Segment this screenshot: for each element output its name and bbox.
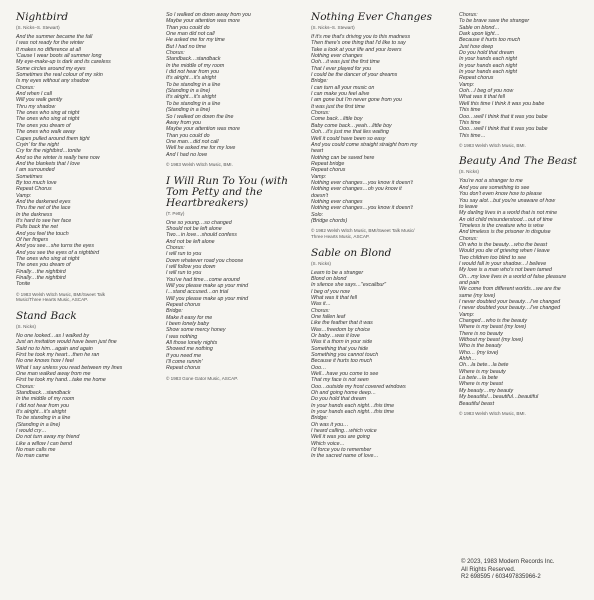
footer-line-catalog: R2 698595 / 603497835966-2 [461, 574, 541, 581]
column-4 [459, 12, 594, 424]
song-nightbird [16, 12, 154, 303]
song-credit: (S. Nicks–S. Stewart) [16, 25, 60, 30]
song-lyrics: You're not a stranger to me And you are something to see You don't even know how to please You say alot…but you're unaware of how to leave My darling lives in a world that is not mine An old child misunderstood…out of time Timeless is the creature who is wise And timeless is the prisoner in disguise Chorus: Oh who is the beauty…who the beast Would you die of grieving when I leave Two children too blind to see I would fall in your shadow…I believe My love is a man who's not been tamed Oh…my love lives in a world of false pleasure and pain We come from different worlds…we are the same (my love) I never doubted your beauty…I've changed I never doubted your beauty…I've changed Vamp: Changed…who is the beauty Where is my beast (my love) There is no beauty Without my beast (my love) Who is the beauty Who… (my love) Ahhh… Oh…la bete…la bete Where is my beauty La bete…la bete Where is my beast My beauty…my beauty My beautiful…beautiful…beautiful Beautiful beast [459, 178, 567, 407]
song-sable-on-blond [311, 248, 449, 460]
column-2 [166, 12, 304, 389]
song-credit: (S. Nicks) [459, 169, 479, 175]
song-title: Nightbird [16, 11, 69, 23]
song-copyright: © 1983 Welsh Witch Music, BMI. [459, 142, 526, 148]
column-3 [311, 12, 449, 468]
footer-line-copyright: © 2023, 1983 Modern Records Inc. [461, 559, 555, 565]
song-copyright: © 1983 Welsh Witch Music, BMI. [166, 161, 233, 167]
song-credit: (S. Nicks) [311, 260, 331, 266]
song-nothing-ever-changes [311, 12, 449, 240]
song-lyrics: Chorus: To be brave save the stranger Sable on blond… Dark upon light… Because it hurts too much Just how deep Do you hold that dream In your hands each night In your hands each night In your hands each night Repeat chorus Vamp: Ooh…I beg of you now What was it that fell Well this time I think it was you babe This time Ooo…well I think that it was you babe This time Ooo…well I think that it was you babe This time… [459, 12, 548, 139]
song-title: Beauty And The Beast [459, 155, 577, 168]
song-beauty-and-the-beast [459, 156, 594, 416]
label-copyright-footer [461, 559, 554, 582]
song-copyright: © 1983 Gone Gator Music, ASCAP. [166, 375, 238, 381]
song-lyrics: No one looked…as I walked by Just an invitation would have been just fine Said no to him…again and again First he took my heart…then he ran No one knows how I feel What I say unless you read between my lines One man walked away from me First he took my hand…take me home Chorus: Standback…standback In the middle of my room I did not hear from you It's alright…it's alright To be standing in a line (Standing in a line) I would cry… Do not turn away my friend Like a willow I can bend No man calls me No man came [16, 332, 123, 460]
song-stand-back-continued [166, 12, 304, 168]
song-title: Stand Back [16, 309, 77, 322]
song-lyrics: One so young…so changed Should not be left alone Two…in love…should confess And not be left alone Chorus: I will run to you Down whatever road you choose I will follow you down I will run to you You've had time…come around Will you please make up your mind I…stand accused…on trial Will you please make up your mind Repeat chorus Bridge: Make it easy for me I been lonely baby Show some mercy honey I was nothing All those lonely nights Showed me nothing If you need me I'll come runnin' Repeat chorus [166, 219, 249, 372]
song-lyrics: And the summer became the fall I was not ready for the winter It makes no difference at all 'Cause I wear boots all summer long My eye-make-up is dark and its careless Some circles around my eyes Sometimes the real colour of my skin Is my eyes without any shadow Chorus: And when I call Will you walk gently Thru my shadow The ones who sing at night The ones who sing at night The ones you dream of The ones who walk away Capes pulled around them tight Cryin' for the night Cry for the nightbird…tonite And so the winter is really here now And the blankets that I love I am surrounded Sometimes By too much love Repeat Chorus Vamp: And the darkened eyes Thru the net of the lace In the darkness It's hard to see her face Pulls back the net And you feel the touch Of her fingers And you see…she turns the eyes And you see the eyes of a nightbird The ones who sing at night The ones you dream of Finally…the nightbird Finally…the nightbird Tonite [16, 34, 111, 288]
song-credit: (S. Nicks) [16, 323, 36, 329]
column-1 [16, 12, 154, 468]
footer-line-rights: All Rights Reserved. [461, 566, 516, 573]
song-i-will-run-to-you [166, 176, 304, 382]
song-credit: (T. Petty) [166, 210, 185, 216]
song-lyrics: Learn to be a stranger Blond on blond In silence she says…"excalibur" I beg of you now What was it that fell Was it… Chorus: One fallen leaf Like the feather that it was Was…freedom by choice Or baby…was it love Was it a thorn in your side Something that you hide Something you cannot touch Because it hurts too much Ooo… Well…have you come to see That my face is not seen Ooo…outside my frost covered windows Oh and going home deep… Do you hold that dream In your hands each night…this time In your hands each night…this time Bridge: Oh was it you… I heard calling…which voice Well it was you are going Which voice… I'd force you to remember In the sacred name of love… [311, 269, 406, 460]
song-stand-back [16, 311, 154, 460]
song-copyright: © 1982 Welsh Witch Music, BMI/Sweet Talk Music/ Three Hearts Music, ASCAP. [311, 228, 415, 239]
song-copyright: © 1983 Welsh Witch Music, BMI. [459, 410, 526, 416]
song-lyrics: So I walked on down away from you Maybe your attention was more Than you could do One man did not call He asked me for my time But I had no time Chorus: Standback…standback In the middle of my room I did not hear from you It's alright…it's alright To be standing in a line (Standing in a line) It's alright…it's alright To be standing in a line (Standing in a line) So I walked on down the line Away from you Maybe your attention was more Than you could do One man…did not call Well he asked me for my love And I had no love [166, 12, 251, 158]
song-title: Sable on Blond [311, 246, 392, 259]
song-title: Nothing Ever Changes [311, 11, 432, 23]
song-sable-on-blond-continued [459, 12, 594, 148]
song-title: I Will Run To You (with Tom Petty and the Heartbreakers) [166, 174, 288, 209]
song-lyrics: If it's me that's driving you to this madness Then there's one thing that I'd like to say Take a look at your life and your lovers Nothing ever changes Ooh…it was just the first time That I ever played for you I could be the dancer of your dreams Bridge: I can turn all your music on I can make you feel alive I am gone but I'm never gone from you It was just the first time Chorus: Come back…little boy Baby come back…yeah…little boy Ooh…it's just me that lies waiting Well it could have been so easy And you could come straight straight from my heart Nothing can be saved here Repeat bridge Repeat chorus Vamp: Nothing ever changes…you know it doesn't Nothing ever changes…oh you know it doesn't Nothing ever changes Nothing ever changes…you know it doesn't Solo: (Bridge chords) [311, 34, 418, 224]
song-copyright: © 1983 Welsh Witch Music, BMI/Sweet Talk Music/Three Hearts Music, ASCAP. [16, 291, 105, 303]
song-credit: (S. Nicks–S. Stewart) [311, 25, 355, 30]
